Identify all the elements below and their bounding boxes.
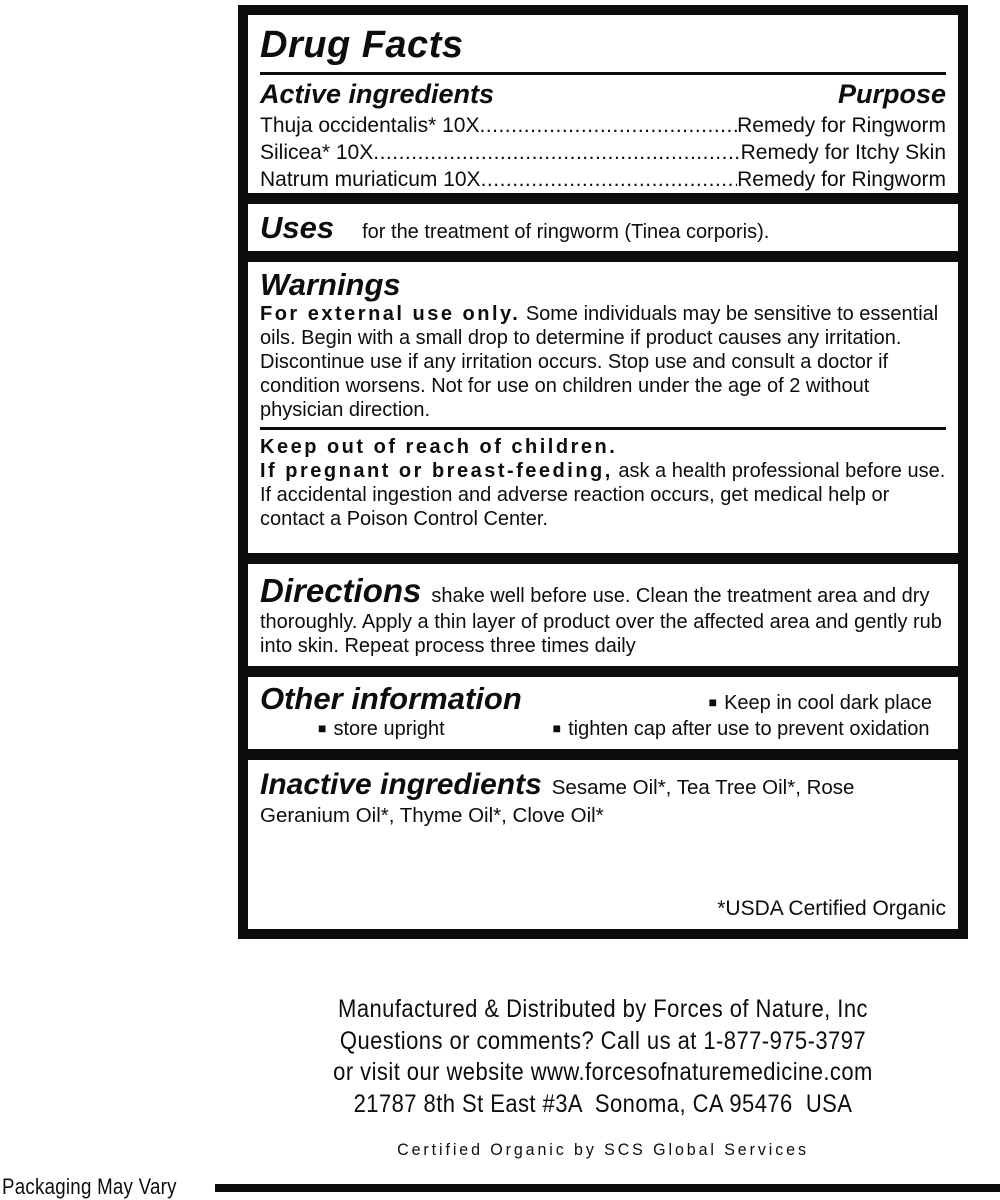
pregnant-paragraph [260,459,946,531]
pregnant-lead: If pregnant or breast-feeding, [260,460,613,483]
warnings-divider-rule [260,427,946,430]
certified-organic-line: Certified Organic by SCS Global Services [397,1141,809,1159]
inactive-ingredients-panel [248,760,958,929]
website-line: or visit our website www.forcesofnaturemedicine.com [333,1058,873,1086]
active-ingredients-heading: Active ingredients [260,78,495,109]
packaging-may-vary-note: Packaging May Vary [2,1174,177,1199]
dot-leader [481,166,738,193]
pregnant-text: ask a health professional before use. If accidental ingestion and adverse reaction occurs, get medical help or contact a Poison Control Center. [260,460,946,531]
usda-organic-note: *USDA Certified Organic [717,896,946,920]
other-information-row2 [260,716,946,743]
square-bullet-icon: ■ [318,720,327,737]
uses-panel [248,204,958,251]
ingredient-purpose: Remedy for Ringworm [737,113,946,137]
other-info-item [709,692,932,715]
ingredient-name: Silicea* 10X [260,140,374,164]
keep-out-of-reach-text: Keep out of reach of children. [260,436,618,459]
ingredient-row [260,139,946,166]
dot-leader [479,112,737,139]
drug-facts-title: Drug Facts [260,24,464,66]
other-information-heading: Other information [260,680,522,716]
directions-heading: Directions [260,571,422,609]
other-info-item-label: store upright [333,718,445,741]
other-info-item-label: tighten cap after use to prevent oxidation [568,718,930,741]
square-bullet-icon: ■ [552,720,562,737]
external-use-paragraph [260,302,946,422]
inactive-ingredients-text: Sesame Oil*, Tea Tree Oil*, Rose Geranium Oil*, Thyme Oil*, Clove Oil* [260,775,855,828]
inactive-ingredients-heading: Inactive ingredients [260,767,542,801]
active-ingredients-header [260,79,946,110]
uses-heading: Uses [260,210,335,245]
warnings-panel [248,262,958,553]
ingredient-name: Thuja occidentalis* 10X [260,113,480,137]
phone-line: Questions or comments? Call us at 1-877-975-3797 [339,1026,867,1055]
uses-text: for the treatment of ringworm (Tinea corporis). [362,221,770,243]
ingredient-purpose: Remedy for Itchy Skin [740,140,946,164]
purpose-heading: Purpose [837,78,946,109]
address-line: 21787 8th St East #3A Sonoma, CA 95476 USA [353,1089,853,1118]
drug-facts-label [238,5,968,939]
ingredient-row [260,166,946,193]
ingredient-list [260,112,946,193]
dot-leader [373,139,740,166]
external-use-lead: For external use only. [260,303,521,326]
directions-panel [248,564,958,666]
external-use-text: Some individuals may be sensitive to essential oils. Begin with a small drop to determine if product causes any irritation. Discontinue use if any irritation occurs. Stop use and consult a doctor if condition worsens. Not for use on children under the age of 2 without physician direction. [260,303,939,422]
ingredient-row [260,112,946,139]
directions-paragraph [260,572,946,659]
drug-facts-panel [248,15,958,193]
inactive-ingredients-paragraph [260,768,946,830]
manufacturer-block [282,994,924,1120]
other-info-item-label: Keep in cool dark place [724,691,932,714]
other-information-panel [248,677,958,749]
manufacturer-line: Manufactured & Distributed by Forces of Nature, Inc [338,995,868,1023]
warnings-heading: Warnings [260,266,401,302]
square-bullet-icon: ■ [708,693,718,710]
directions-text: shake well before use. Clean the treatment area and dry thoroughly. Apply a thin layer of product over the affected area and gently rub into skin. Repeat process three times daily [260,584,942,658]
other-info-item [318,716,445,743]
ingredient-purpose: Remedy for Ringworm [737,167,946,191]
title-rule [260,72,946,75]
other-info-item [553,716,930,743]
spacer [260,829,946,896]
bottom-rule [215,1184,1000,1192]
ingredient-name: Natrum muriaticum 10X [260,167,481,191]
other-information-row1 [260,681,946,717]
